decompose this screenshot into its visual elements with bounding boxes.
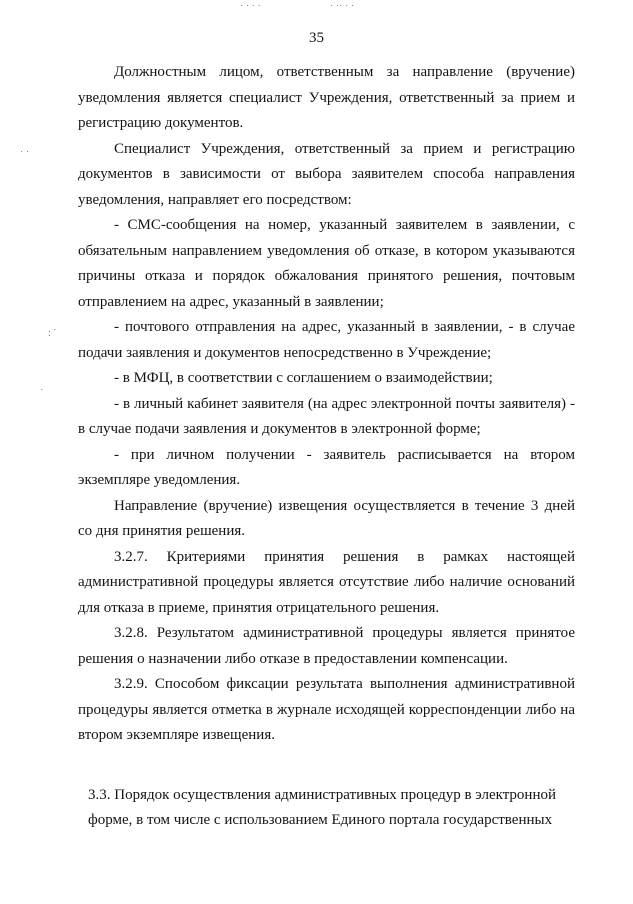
section-heading-line: форме, в том числе с использованием Единого портала государственных (88, 812, 553, 828)
paragraph: Должностным лицом, ответственным за направление (вручение) уведомления является специалист Учреждения, ответственный за прием и регистрацию документов. (78, 64, 575, 131)
paragraph: - при личном получении - заявитель расписывается на втором экземпляре уведомления. (78, 446, 575, 488)
paragraph: - в МФЦ, в соответствии с соглашением о взаимодействии; (114, 370, 493, 386)
section-heading-line: 3.3. Порядок осуществления административных процедур в электронной (88, 786, 557, 803)
paragraph: - почтового отправления на адрес, указанный в заявлении, - в случае подачи заявления и документов непосредственно в Учреждение; (78, 319, 575, 361)
document-body (78, 60, 575, 834)
paragraph: 3.2.9. Способом фиксации результата выполнения административной процедуры является отметка в журнале исходящей корреспонденции либо на втором экземпляре извещения. (78, 676, 575, 743)
paragraph: 3.2.7. Критериями принятия решения в рамках настоящей административной процедуры является отсутствие либо наличие оснований для отказа в приеме, принятия отрицательного решения. (78, 548, 575, 616)
paragraph: Специалист Учреждения, ответственный за прием и регистрацию документов в зависимости от выбора заявителем способа направления уведомления, направляет его посредством: (78, 140, 575, 208)
section-heading (78, 783, 575, 834)
document-page: 35 Должностным лицом, ответственным за направление (вручение) уведомления является специалист Учреждения, ответственный за прием и регистрацию документов. Специалист Учреждения, ответственный за прием и регистрацию документов в зависимости от выбора заявителем способа направления уведомления, направляет его посредством: - СМС-сообщения на номер, указанный заявителем в заявлении, с обязательным направлением уведомления об отказе, в котором указываются причины отказа и порядок обжалования принятого решения, почтовым отправлением на адрес, указанный в заявлении; - почтового отправления на адрес, указанный в заявлении, - в случае подачи заявления и документов непосредственно в Учреждение; - в МФЦ, в соответствии с соглашением о взаимодействии; - в личный кабинет заявителя (на адрес электронной почты заявителя) - в случае подачи заявления и документов в электронной форме; - при личном получении - заявитель расписывается на втором экземпляре уведомления. Направление (вручение) извещения осуществляется в течение 3 дней со дня принятия решения. 3.2.7. Критериями принятия решения в рамках настоящей административной процедуры является отсутствие либо наличие оснований для отказа в приеме, принятия отрицательного решения. 3.2.8. Результатом административной процедуры является принятое решения о назначении либо отказе в предоставлении компенсации. 3.2.9. Способом фиксации результата выполнения административной процедуры является отметка в журнале исходящей корреспонденции либо на втором экземпляре извещения. 3.3. Порядок осуществления административных процедур в электронной форме, в том числе с использованием Единого портала государственных ˙ ˙ ˙ ˙ ˙ ˙˙ ˙ ˙ ˙ ˙ : ˙ ˙ (0, 0, 633, 904)
paragraph: - СМС-сообщения на номер, указанный заявителем в заявлении, с обязательным направлением уведомления об отказе, в котором указываются причины отказа и порядок обжалования принятого решения, почтовым отправлением на адрес, указанный в заявлении; (78, 217, 575, 310)
paragraph: - в личный кабинет заявителя (на адрес электронной почты заявителя) - в случае подачи заявления и документов в электронной форме; (78, 395, 575, 437)
paragraph: Направление (вручение) извещения осуществляется в течение 3 дней со дня принятия решения. (78, 497, 575, 539)
page-number: 35 (309, 30, 324, 46)
paragraph: 3.2.8. Результатом административной процедуры является принятое решения о назначении либо отказе в предоставлении компенсации. (78, 625, 575, 667)
